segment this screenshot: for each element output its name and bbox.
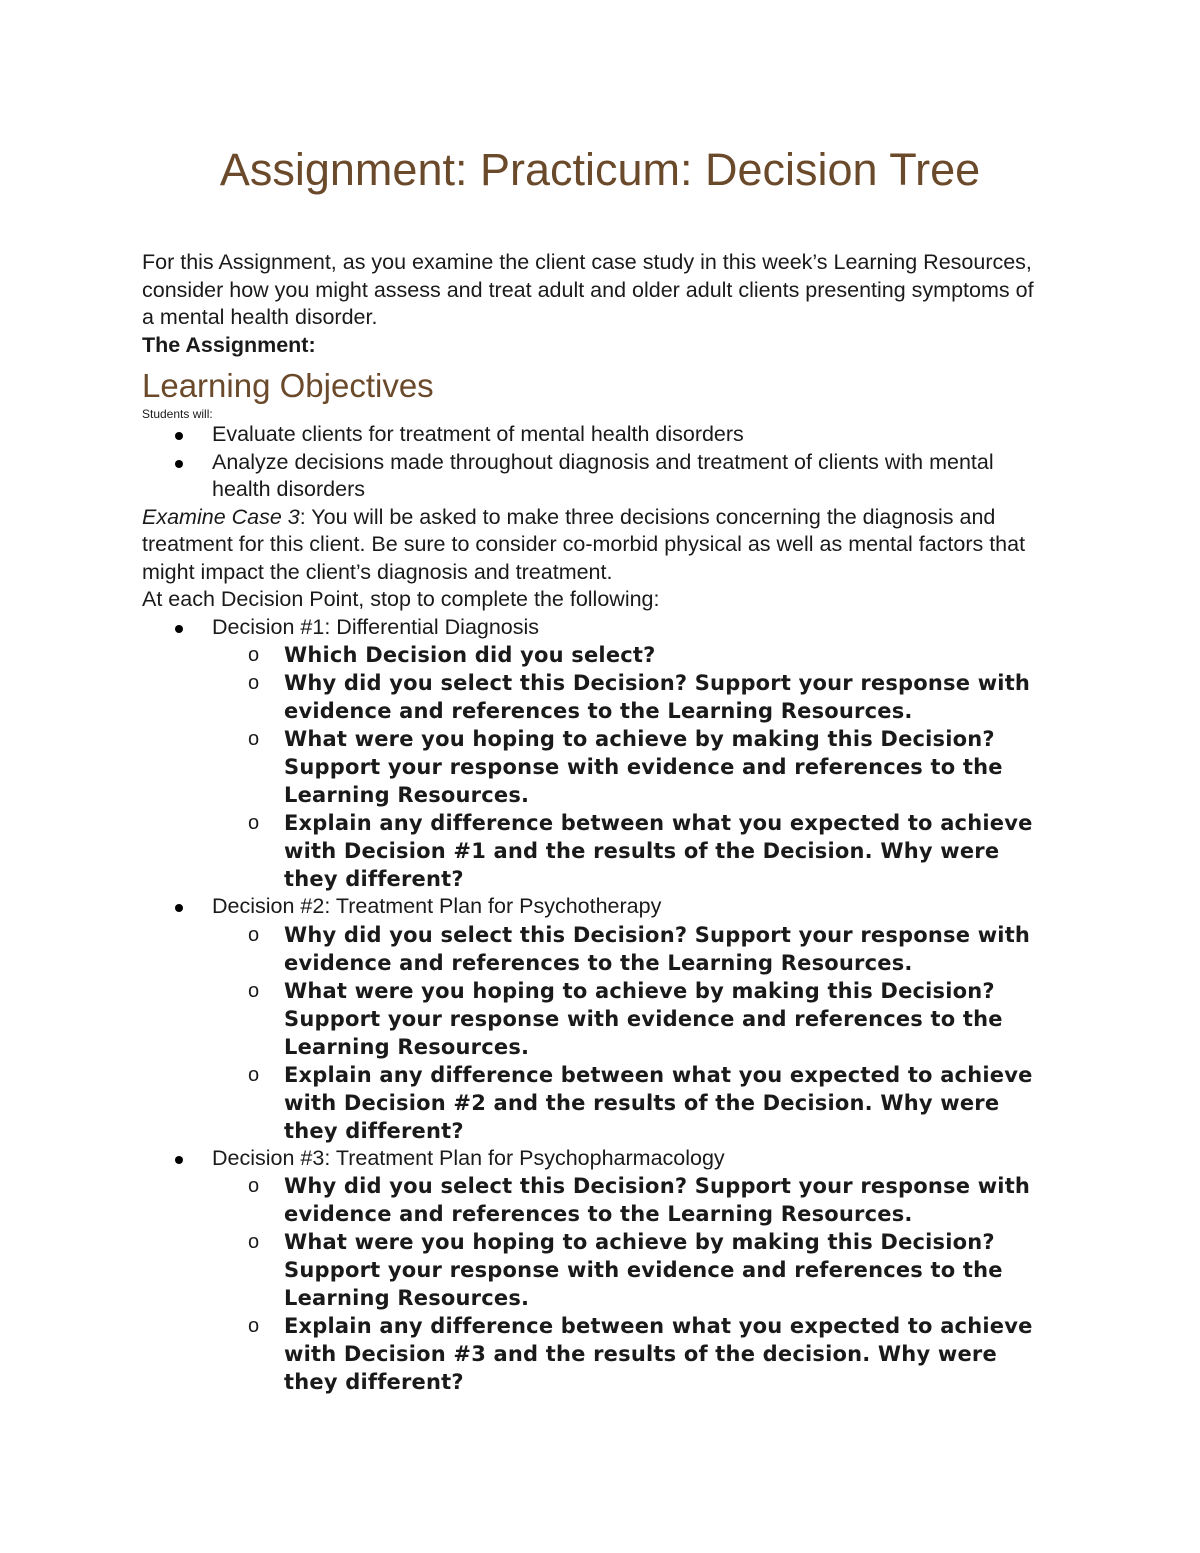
intro-paragraph: For this Assignment, as you examine the client case study in this week’s Learning Resources, consider how you might assess and treat adult and older adult clients presenting symptoms of a mental health disorder.: [142, 250, 1034, 329]
question-text: What were you hoping to achieve by making this Decision? Support your response with evidence and references to the Learning Resources.: [284, 727, 1003, 807]
learning-objectives-heading: Learning Objectives: [142, 367, 434, 404]
document-title: Assignment: Practicum: Decision Tree: [219, 144, 981, 195]
question-text: Why did you select this Decision? Support your response with evidence and references to the Learning Resources.: [284, 1174, 1031, 1226]
sub-bullet-icon: o: [248, 1063, 260, 1086]
question-item: [248, 809, 1042, 893]
decision-label: Decision #3: Treatment Plan for Psychopharmacology: [212, 1145, 725, 1170]
sub-bullet-icon: o: [248, 1231, 260, 1253]
sub-bullet-icon: o: [248, 812, 260, 834]
objective-text: Evaluate clients for treatment of mental health disorders: [212, 422, 744, 446]
question-item: [248, 921, 1042, 977]
objective-item: [212, 449, 1042, 504]
assignment-heading: The Assignment:: [142, 332, 316, 357]
question-item: [248, 641, 1042, 669]
question-text: Which Decision did you select?: [284, 643, 656, 667]
sub-bullet-icon: o: [248, 923, 260, 946]
question-text: Why did you select this Decision? Support your response with evidence and references to the Learning Resources.: [284, 922, 1031, 975]
question-list: [212, 641, 1042, 893]
bullet-icon: [175, 904, 183, 912]
bullet-icon: [175, 460, 183, 468]
question-list: [212, 1172, 1042, 1396]
question-item: [248, 1228, 1042, 1312]
question-text: Explain any difference between what you expected to achieve with Decision #2 and the results of the Decision. Why were they different?: [284, 1062, 1033, 1143]
decision-item: [212, 614, 1042, 894]
decision-item: [212, 893, 1042, 1145]
decision-item: [212, 1145, 1042, 1397]
decision-label: Decision #1: Differential Diagnosis: [212, 614, 540, 639]
question-list: [212, 921, 1042, 1145]
objective-item: [212, 421, 1042, 449]
question-text: What were you hoping to achieve by making this Decision? Support your response with evidence and references to the Learning Resources.: [284, 978, 1003, 1059]
sub-bullet-icon: o: [248, 672, 260, 694]
examine-text: : You will be asked to make three decisions concerning the diagnosis and treatment for this client. Be sure to consider co-morbid physical as well as mental factors that might impact the client’s diagnosis and treatment.: [142, 504, 1026, 584]
examine-paragraph: [142, 504, 1042, 587]
question-item: [248, 1312, 1042, 1396]
question-item: [248, 725, 1042, 809]
document-body: [142, 249, 1042, 1396]
question-item: [248, 669, 1042, 725]
bullet-icon: [175, 1156, 183, 1164]
bullet-icon: [175, 625, 183, 633]
question-item: [248, 1172, 1042, 1228]
question-text: What were you hoping to achieve by making this Decision? Support your response with evidence and references to the Learning Resources.: [284, 1230, 1003, 1310]
question-item: [248, 1061, 1042, 1145]
decision-label: Decision #2: Treatment Plan for Psychotherapy: [212, 894, 662, 918]
question-text: Why did you select this Decision? Support your response with evidence and references to the Learning Resources.: [284, 671, 1031, 723]
question-text: Explain any difference between what you expected to achieve with Decision #1 and the results of the Decision. Why were they different?: [284, 811, 1033, 891]
sub-bullet-icon: o: [248, 728, 260, 750]
bullet-icon: [175, 432, 183, 440]
objectives-lead: Students will:: [142, 407, 213, 421]
examine-label: Examine Case 3: [142, 504, 300, 529]
question-text: Explain any difference between what you expected to achieve with Decision #3 and the results of the decision. Why were they different?: [284, 1314, 1033, 1394]
question-item: [248, 977, 1042, 1061]
sub-bullet-icon: o: [248, 644, 260, 666]
objective-text: Analyze decisions made throughout diagnosis and treatment of clients with mental health disorders: [212, 449, 994, 501]
sub-bullet-icon: o: [248, 979, 260, 1002]
sub-bullet-icon: o: [248, 1175, 260, 1197]
sub-bullet-icon: o: [248, 1315, 260, 1337]
objectives-list: [142, 421, 1042, 504]
decisions-list: [142, 614, 1042, 1397]
instruction-text: At each Decision Point, stop to complete the following:: [142, 587, 660, 611]
